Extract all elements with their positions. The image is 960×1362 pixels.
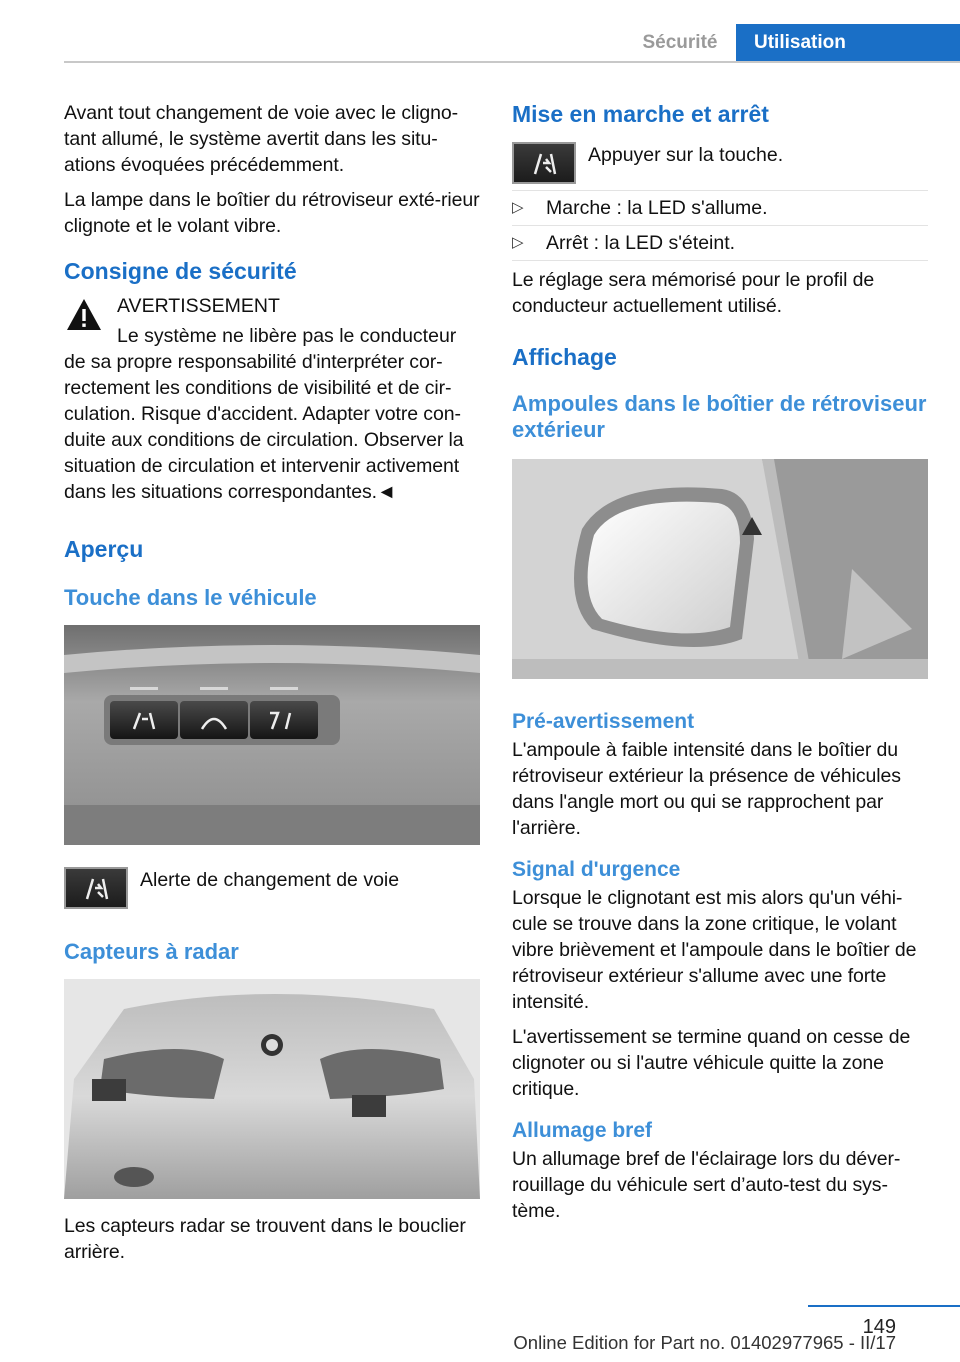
watermark [720, 1352, 730, 1353]
prewarn-text: L'ampoule à faible intensité dans le boîtier du rétroviseur extérieur la présence de véhicules dans l'angle mort ou qui se rapprochent par l'arrière. [512, 739, 901, 839]
press-text: Appuyer sur la touche. [588, 144, 784, 166]
radar-text: Les capteurs radar se trouvent dans le bouclier arrière. [64, 1215, 466, 1263]
intro-paragraph-2: La lampe dans le boîtier du rétroviseur exté-rieur clignote et le volant vibre. [64, 189, 480, 237]
warning-first-line: Le système ne libère pas le conducteur [117, 325, 457, 347]
warning-body: de sa propre responsabilité d'interpréter cor-rectement les conditions de visibilité et de cir-culation. Risque d'accident. Adapter votre con-duite aux conditions de circulation. Observer la situation de circulation et intervenir activement dans les situations correspondantes.◄ [64, 351, 464, 503]
urgent-text: Lorsque le clignotant est mis alors qu'un véhi-cule se trouve dans la zone critique, le volant vibre brièvement et l'ampoule dans le boîtier de rétroviseur extérieur s'allume avec une forte intensité. [512, 887, 917, 1013]
press-button-row [512, 142, 928, 184]
lane-change-button-icon [64, 867, 128, 909]
list-item: ▷ Marche : la LED s'allume. [512, 191, 928, 226]
arrow-bullet-icon: ▷ [512, 199, 524, 216]
mirror-photo [512, 459, 928, 679]
onoff-heading: Mise en marche et arrêt [512, 101, 769, 127]
flash-heading: Allumage bref [512, 1119, 653, 1142]
footer-divider [808, 1305, 960, 1307]
urgent-text-2: L'avertissement se termine quand on cesse de clignoter ou si l'autre véhicule quitte la zone critique. [512, 1026, 911, 1100]
prewarn-heading: Pré-avertissement [512, 710, 695, 733]
button-heading: Touche dans le véhicule [64, 585, 317, 610]
intro-paragraph-1: Avant tout changement de voie avec le cligno-tant allumé, le système avertit dans les situ-ations évoquées précédemment. [64, 102, 459, 176]
car-rear-photo [64, 979, 480, 1199]
lane-alert-label: Alerte de changement de voie [140, 869, 400, 891]
arrow-bullet-icon: ▷ [512, 234, 524, 251]
lane-alert-row [64, 867, 480, 909]
edition-text: Online Edition for Part no. 01402977965 - II/17 [513, 1332, 896, 1353]
flash-text: Un allumage bref de l'éclairage lors du déver-rouillage du véhicule sert d’auto-test du sys-tème. [512, 1148, 901, 1222]
console-buttons-photo [64, 625, 480, 845]
onoff-list [512, 190, 928, 261]
page-number: 149 [862, 1316, 896, 1338]
bulbs-heading: Ampoules dans le boîtier de rétroviseur extérieur [512, 391, 927, 442]
list-item: ▷ Arrêt : la LED s'éteint. [512, 226, 928, 261]
tab-securite[interactable]: Sécurité [642, 32, 718, 53]
header-divider [64, 61, 960, 63]
left-column [64, 100, 480, 1274]
display-heading: Affichage [512, 344, 617, 370]
urgent-heading: Signal d'urgence [512, 858, 681, 881]
warning-block [64, 293, 480, 349]
saved-text: Le réglage sera mémorisé pour le profil de conducteur actuellement utilisé. [512, 269, 875, 317]
right-column [512, 100, 928, 1233]
tab-utilisation[interactable]: Utilisation [736, 24, 960, 62]
overview-heading: Aperçu [64, 536, 144, 562]
radar-heading: Capteurs à radar [64, 939, 239, 964]
warning-triangle-icon [64, 295, 104, 335]
warning-label: AVERTISSEMENT [117, 295, 280, 317]
lane-change-button-icon-2 [512, 142, 576, 184]
safety-heading: Consigne de sécurité [64, 258, 297, 284]
